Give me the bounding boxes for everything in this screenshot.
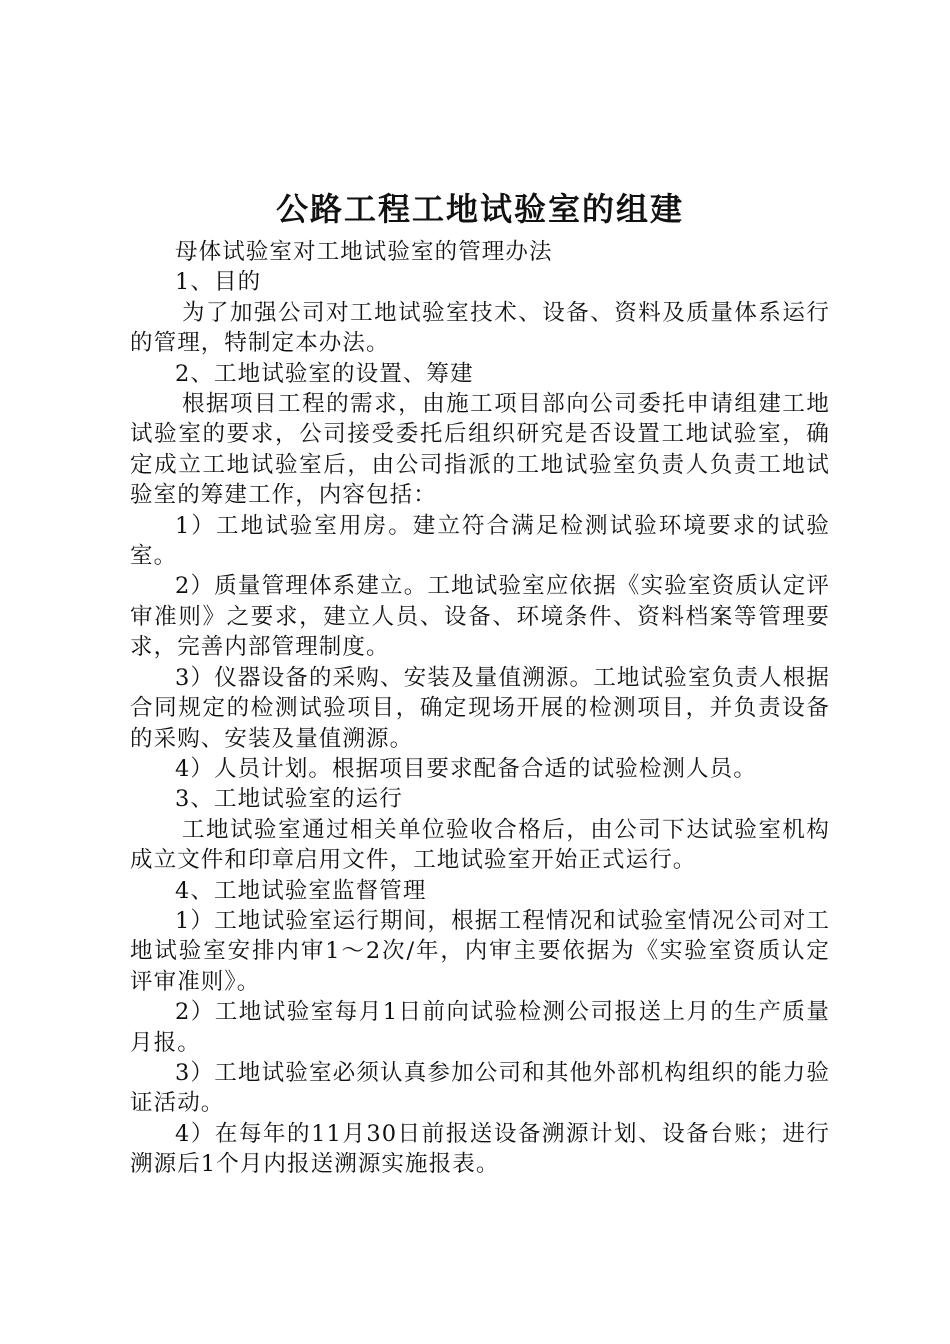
section-heading-setup: 2、工地试验室的设置、筹建 xyxy=(175,360,474,387)
paragraph-purpose: 为了加强公司对工地试验室技术、设备、资料及质量体系运行的管理，特制定本办法。 xyxy=(130,299,830,357)
list-item-quality-system: 2）质量管理体系建立。工地试验室应依据《实验室资质认定评审准则》之要求，建立人员、设备、环境条件、资料档案等管理要求，完善内部管理制度。 xyxy=(130,573,830,661)
list-item-proficiency: 3）工地试验室必须认真参加公司和其他外部机构组织的能力验证活动。 xyxy=(130,1059,830,1117)
section-heading-supervision: 4、工地试验室监督管理 xyxy=(175,877,427,904)
list-item-monthly-report: 2）工地试验室每月1日前向试验检测公司报送上月的生产质量月报。 xyxy=(130,999,830,1056)
list-item-equipment: 3）仪器设备的采购、安装及量值溯源。工地试验室负责人根据合同规定的检测试验项目，确定现场开展的检测项目，并负责设备的采购、安装及量值溯源。 xyxy=(130,664,830,752)
list-item-housing: 1）工地试验室用房。建立符合满足检测试验环境要求的试验室。 xyxy=(130,512,830,570)
section-heading-operation: 3、工地试验室的运行 xyxy=(175,786,403,813)
paragraph-setup: 根据项目工程的需求，由施工项目部向公司委托申请组建工地试验室的要求，公司接受委托后组织研究是否设置工地试验室，确定成立工地试验室后，由公司指派的工地试验室负责人负责工地试验室的筹建工作，内容包括： xyxy=(130,391,830,509)
list-item-staffing: 4）人员计划。根据项目要求配备合适的试验检测人员。 xyxy=(175,755,757,782)
list-item-traceability: 4）在每年的11月30日前报送设备溯源计划、设备台账；进行溯源后1个月内报送溯源实施报表。 xyxy=(130,1120,830,1178)
document-page xyxy=(130,185,830,1180)
paragraph-subtitle: 母体试验室对工地试验室的管理办法 xyxy=(175,239,553,265)
section-heading-purpose: 1、目的 xyxy=(175,269,262,296)
paragraph-operation: 工地试验室通过相关单位验收合格后，由公司下达试验室机构成立文件和印章启用文件，工地试验室开始正式运行。 xyxy=(130,816,830,874)
list-item-internal-audit: 1）工地试验室运行期间，根据工程情况和试验室情况公司对工地试验室安排内审1～2次/年，内审主要依据为《实验室资质认定评审准则》。 xyxy=(130,907,830,995)
document-title: 公路工程工地试验室的组建 xyxy=(275,190,684,228)
